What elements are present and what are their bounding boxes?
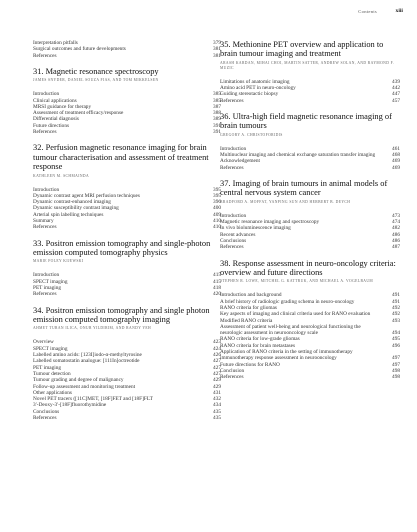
entry-page: 429 <box>213 377 221 384</box>
chapter-33 <box>33 239 221 298</box>
entry-page: 498 <box>392 374 400 381</box>
entry-title: References <box>220 244 244 251</box>
entry-page: 495 <box>392 336 400 343</box>
entry-page: 435 <box>213 408 221 415</box>
chapter-32 <box>33 143 221 230</box>
entry-page: 497 <box>392 355 400 362</box>
entry-title: RANO criteria for gliomas <box>220 305 277 311</box>
toc-entry <box>220 98 400 104</box>
entry-title: RANO criteria for brain metastases <box>220 342 296 349</box>
toc-entry <box>220 349 400 362</box>
entry-page: 418 <box>213 285 221 292</box>
entry-title: References <box>33 291 57 298</box>
entry-page: 427 <box>213 358 221 365</box>
entry-page: 469 <box>392 164 400 171</box>
entry-title: Novel PET tracers ([11C]MET, [18F]FET and [18F]FLT <box>33 396 153 403</box>
chapter-title: 34. Positron emission tomography and single photon emission computed tomography imaging <box>33 305 210 325</box>
entry-title: Dynamic susceptibility contrast imaging <box>33 205 119 212</box>
chapter-35 <box>220 40 400 104</box>
chapter-38 <box>220 259 400 381</box>
entry-title: Introduction and background <box>220 292 282 299</box>
entry-title: Future directions for RANO <box>220 361 280 368</box>
entry-page: 482 <box>392 225 400 232</box>
chapter-30-tail <box>33 40 221 59</box>
entry-title: References <box>33 129 57 136</box>
entry-page: 493 <box>392 317 400 324</box>
entry-title: Introduction <box>220 212 247 219</box>
entry-title: References <box>220 164 244 171</box>
entry-page: 379 <box>213 40 221 46</box>
entry-page: 415 <box>213 272 221 279</box>
entry-title: Introduction <box>33 272 60 279</box>
toc-entry <box>33 224 221 230</box>
entry-title: Introduction <box>220 145 247 152</box>
entry-page: 410 <box>213 218 221 225</box>
entry-page: 396 <box>213 199 221 206</box>
page-number: xiii <box>395 8 403 14</box>
entry-title: Key aspects of imaging and clinical criteria used for RANO evaluation <box>220 311 371 318</box>
chapter-title: 31. Magnetic resonance spectroscopy <box>33 66 159 76</box>
entry-title: References <box>33 52 57 59</box>
entry-title: Acknowledgement <box>220 158 261 165</box>
entry-title: References <box>33 224 57 231</box>
entry-title: Modified RANO criteria <box>220 317 273 324</box>
toc-entry <box>33 53 221 59</box>
toc-entry <box>220 244 400 250</box>
entry-title: Introduction <box>33 186 60 193</box>
entry-page: 498 <box>392 367 400 374</box>
entry-page: 492 <box>392 305 400 311</box>
left-column <box>33 40 221 421</box>
entry-title: References <box>220 97 244 104</box>
entry-page: 395 <box>213 186 221 193</box>
chapter-title: 36. Ultra-high field magnetic resonance imaging of brain tumours <box>220 112 392 131</box>
entry-title: Guiding stereotactic biopsy <box>220 91 279 98</box>
chapter-authors: ARASH KARDAN, MIHAI CHOI, MARTIN SATTER, ANDREW SOLAN, AND RAYMOND F. MUZIC <box>220 60 395 70</box>
entry-page: 410 <box>213 224 221 231</box>
entry-title: Dynamic contrast-enhanced imaging <box>33 199 111 206</box>
entry-title: In vivo bioluminescence imaging <box>220 225 291 232</box>
entry-title: Conclusions <box>220 238 247 244</box>
entry-title: Introduction <box>33 91 60 98</box>
chapter-authors: AHMET TURAN ILICA, ONUR YILDIRIM, AND RANDY YEH <box>33 326 152 331</box>
entry-page: 415 <box>213 278 221 285</box>
entry-page: 487 <box>392 244 400 251</box>
entry-page: 409 <box>213 211 221 218</box>
entry-page: 391 <box>213 129 221 136</box>
right-column <box>220 40 400 381</box>
entry-page: 457 <box>392 97 400 104</box>
toc-entry <box>33 291 221 297</box>
entry-page: 427 <box>213 370 221 377</box>
chapter-authors: KATHLEEN M. SCHMAINDA <box>33 173 90 178</box>
chapter-title: 35. Methionine PET overview and application to brain tumour imaging and treatment <box>220 40 384 59</box>
running-header: Contents <box>358 9 377 14</box>
entry-page: 427 <box>213 364 221 371</box>
entry-page: 468 <box>392 152 400 159</box>
entry-title: 3′-Deoxy-3′-[18F]fluorothymidine <box>33 402 107 409</box>
entry-title: Interpretation pitfalls <box>33 40 78 46</box>
entry-page: 424 <box>213 345 221 352</box>
entry-title: Follow-up assessment and monitoring treatment <box>33 383 136 390</box>
toc-entry <box>33 415 221 421</box>
entry-title: Tumour detection <box>33 370 71 377</box>
chapter-36 <box>220 112 400 171</box>
chapter-authors: JAMES SNYDER, DANIEL SOUZA FIAS, AND TOM MIKKELSEN <box>33 78 159 83</box>
entry-page: 492 <box>392 311 400 318</box>
entry-page: 423 <box>213 339 221 346</box>
entry-page: 385 <box>213 97 221 104</box>
chapter-authors: GREGORY A. CHRISTOFORIDIS <box>220 132 283 137</box>
entry-title: Dynamic contrast agent MRI perfusion techniques <box>33 192 140 199</box>
entry-title: Overview <box>33 339 54 346</box>
toc-entry <box>33 129 221 135</box>
entry-title: Other applications <box>33 389 72 396</box>
entry-title: Clinical applications <box>33 97 77 104</box>
entry-page: 473 <box>392 212 400 219</box>
toc-entry <box>220 324 400 337</box>
entry-title: Surgical outcomes and future developments <box>33 46 126 53</box>
entry-title: Conclusion <box>220 367 245 374</box>
entry-title: Amino acid PET in neuro-oncology <box>220 85 296 92</box>
entry-page: 385 <box>213 91 221 98</box>
entry-page: 469 <box>392 158 400 165</box>
chapter-title: 38. Response assessment in neuro-oncology criteria: overview and future directions <box>220 258 396 277</box>
entry-title: A brief history of radiologic grading schema in neuro-oncology <box>220 298 355 305</box>
entry-page: 400 <box>213 205 221 212</box>
entry-page: 496 <box>392 342 400 349</box>
entry-page: 486 <box>392 238 400 244</box>
entry-title: RANO criteria for low-grade gliomas <box>220 336 300 343</box>
chapter-34 <box>33 306 221 422</box>
entry-page: 388 <box>213 110 221 117</box>
toc-entry <box>220 374 400 380</box>
chapter-authors: MARIE FOLEY KIJEWSKI <box>33 259 84 264</box>
entry-page: 435 <box>213 415 221 422</box>
chapter-37 <box>220 179 400 251</box>
entry-page: 486 <box>392 231 400 238</box>
entry-page: 432 <box>213 396 221 403</box>
entry-title: PET imaging <box>33 364 62 371</box>
entry-title: Multinuclear imaging and chemical exchange saturation transfer imaging <box>220 152 376 159</box>
entry-title: Arterial spin labelling techniques <box>33 211 104 218</box>
entry-page: 429 <box>213 383 221 390</box>
entry-title: References <box>33 415 57 422</box>
entry-title: Assessment of patient well-being and neurological functioning the neurologic assessment in neurooncology scale <box>220 323 361 337</box>
entry-title: Tumour grading and degree of malignancy <box>33 377 124 384</box>
entry-page: 426 <box>213 352 221 359</box>
chapter-title: 37. Imaging of brain tumours in animal models of central nervous system cancer <box>220 179 388 198</box>
entry-title: Labelled somatostatin analogue: [111In]octreotide <box>33 358 140 365</box>
entry-title: Limitations of anatomic imaging <box>220 78 290 85</box>
chapter-authors: BRADFORD A. MOFFAT, YANPING SUN AND HERBERT B. DEYCH <box>220 199 351 204</box>
entry-page: 491 <box>392 292 400 299</box>
entry-page: 497 <box>392 361 400 368</box>
entry-page: 431 <box>213 389 221 396</box>
entry-title: MRSI guidance for therapy <box>33 103 92 110</box>
entry-page: 391 <box>213 122 221 129</box>
entry-page: 439 <box>392 78 400 85</box>
entry-page: 491 <box>392 298 400 305</box>
entry-page: 461 <box>392 145 400 152</box>
chapter-31 <box>33 67 221 135</box>
entry-page: 442 <box>392 85 400 92</box>
entry-title: Assessment of treatment efficacy/response <box>33 110 124 117</box>
entry-page: 474 <box>392 219 400 226</box>
chapter-authors: STEPHEN R. LOWE, MITCHEL G. KATTRUK, AND MICHAEL A. VOGELBAUM <box>220 279 374 284</box>
entry-title: Summary <box>33 218 54 225</box>
entry-title: Conclusions <box>33 408 60 415</box>
entry-title: PET imaging <box>33 285 62 292</box>
entry-title: Magnetic resonance imaging and spectroscopy <box>220 219 320 226</box>
entry-page: 434 <box>213 402 221 409</box>
chapter-title: 32. Perfusion magnetic resonance imaging for brain tumour characterisation and assessment of treatment response <box>33 143 209 172</box>
entry-title: Labelled amino acids: [123I]iodo-α-methyltyrosine <box>33 352 142 359</box>
entry-page: 387 <box>213 103 221 110</box>
entry-title: Differential diagnosis <box>33 116 79 123</box>
page-header <box>0 8 417 18</box>
entry-page: 395 <box>213 192 221 199</box>
entry-title: Recent advances <box>220 231 256 238</box>
entry-title: References <box>220 374 244 381</box>
entry-page: 447 <box>392 91 400 98</box>
entry-title: Future directions <box>33 122 70 129</box>
entry-title: SPECT imaging <box>33 278 68 285</box>
entry-title: SPECT imaging <box>33 345 68 352</box>
chapter-title: 33. Positron emission tomography and single-photon emission computed tomography physics <box>33 238 211 258</box>
entry-page: 381 <box>213 46 221 53</box>
toc-entry <box>220 165 400 171</box>
entry-page: 381 <box>213 52 221 59</box>
entry-page: 420 <box>213 291 221 298</box>
entry-page: 494 <box>392 330 400 337</box>
entry-page: 389 <box>213 116 221 123</box>
entry-title: Application of RANO criteria in the setting of immunotherapy immunotherapy response assessment in neurooncology <box>220 349 353 362</box>
